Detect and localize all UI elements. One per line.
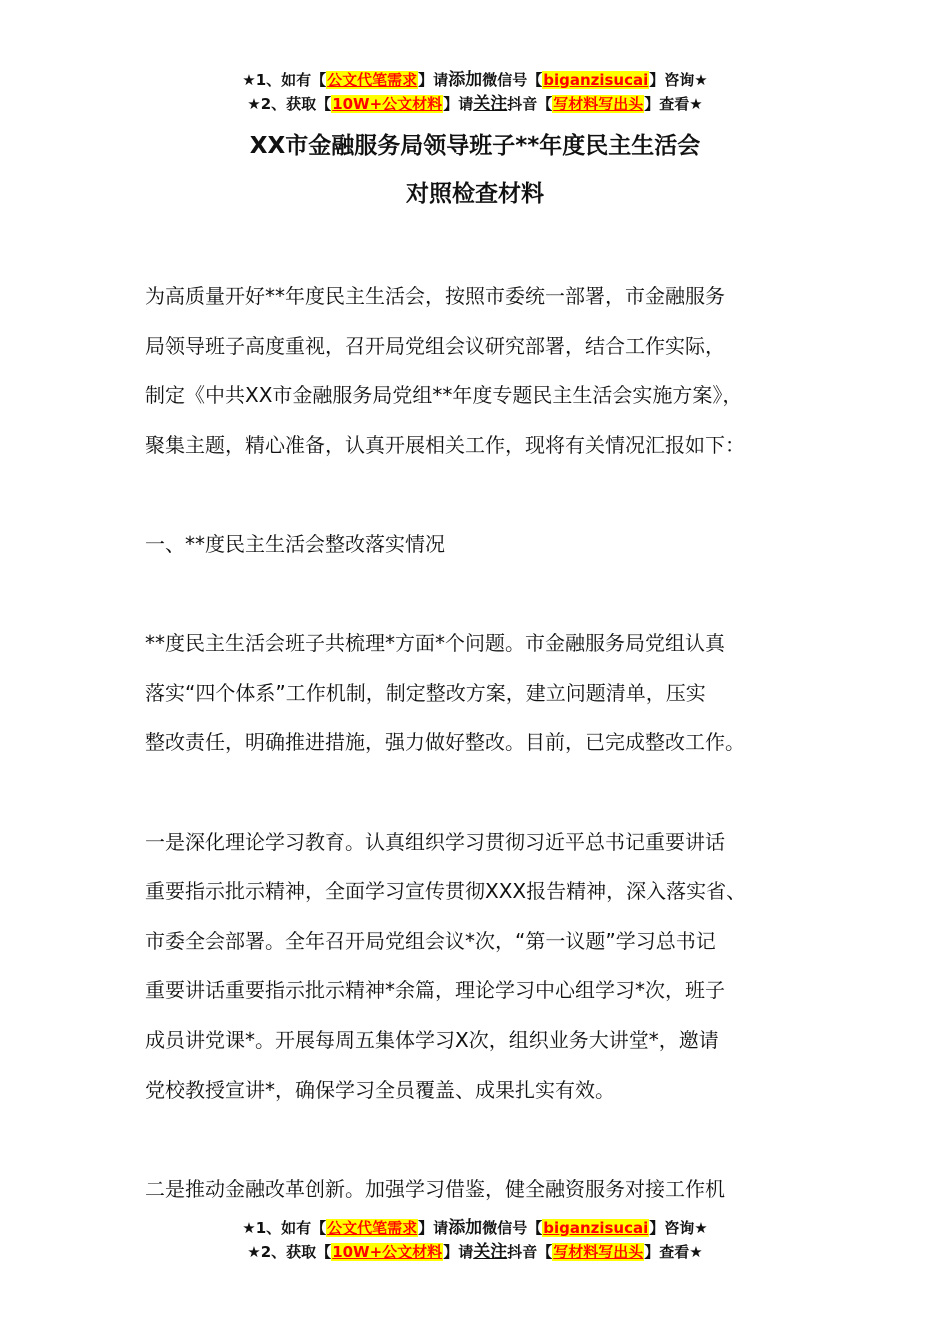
promo-text: 】咨询★ bbox=[649, 71, 708, 89]
text-line: 成员讲党课*。开展每周五集体学习X次，组织业务大讲堂*，邀请 bbox=[145, 1027, 719, 1052]
text-line: 为高质量开好**年度民主生活会，按照市委统一部署，市金融服务 bbox=[145, 284, 725, 308]
text-line: 党校教授宣讲*，确保学习全员覆盖、成果扎实有效。 bbox=[145, 1077, 615, 1102]
text-line: **度民主生活会班子共梳理*方面*个问题。市金融服务局党组认真 bbox=[145, 631, 725, 656]
paragraph-item-2 bbox=[145, 1165, 825, 1215]
paragraph-item-1 bbox=[145, 818, 825, 1116]
section-heading-1 bbox=[145, 520, 825, 570]
promo-text: 】请 bbox=[443, 1243, 474, 1261]
promo-emphasis: 关注 bbox=[473, 94, 508, 114]
promo-text: 】请 bbox=[418, 1219, 449, 1237]
promo-douyin-id: 写材料写出头 bbox=[553, 1243, 644, 1261]
promo-text: ★2、获取【 bbox=[247, 95, 332, 113]
paragraph-overview bbox=[145, 619, 825, 768]
promo-text: ★2、获取【 bbox=[247, 1243, 332, 1261]
text-line: 一是深化理论学习教育。认真组织学习贯彻习近平总书记重要讲话 bbox=[145, 829, 725, 854]
promo-douyin-id: 写材料写出头 bbox=[553, 95, 644, 113]
text-line: 二是推动金融改革创新。加强学习借鉴，健全融资服务对接工作机 bbox=[145, 1176, 725, 1201]
text-line: 落实“四个体系”工作机制，制定整改方案，建立问题清单，压实 bbox=[145, 680, 706, 705]
title-line-1: XX市金融服务局领导班子**年度民主生活会 bbox=[249, 133, 701, 159]
text-line: 局领导班子高度重视，召开局党组会议研究部署，结合工作实际， bbox=[145, 333, 725, 358]
text-line: 一、**度民主生活会整改落实情况 bbox=[145, 531, 445, 556]
promo-highlight: 10W+公文材料 bbox=[332, 1243, 443, 1261]
text-line: 重要指示批示精神，全面学习宣传贯彻XXX报告精神，深入落实省、 bbox=[145, 879, 747, 904]
promo-text: 抖音【 bbox=[507, 1243, 553, 1261]
promo-text: 微信号【 bbox=[482, 1219, 543, 1237]
document-title bbox=[0, 122, 950, 218]
promo-text: 微信号【 bbox=[482, 71, 543, 89]
promo-text: 】请 bbox=[443, 95, 474, 113]
promo-emphasis: 关注 bbox=[473, 1242, 508, 1262]
promo-text: 抖音【 bbox=[507, 95, 553, 113]
promo-emphasis: 添加 bbox=[448, 70, 483, 90]
document-body bbox=[145, 272, 825, 1264]
promo-text: 】查看★ bbox=[644, 95, 703, 113]
text-line: 整改责任，明确推进措施，强力做好整改。目前，已完成整改工作。 bbox=[145, 730, 745, 755]
text-line: 制定《中共XX市金融服务局党组**年度专题民主生活会实施方案》， bbox=[145, 383, 743, 408]
promo-emphasis: 添加 bbox=[448, 1218, 483, 1238]
promo-wechat-id: biganzisucai bbox=[543, 71, 649, 89]
promo-line-1 bbox=[0, 68, 950, 92]
promo-highlight: 公文代笔需求 bbox=[327, 71, 418, 89]
promo-banner-bottom bbox=[0, 1216, 950, 1264]
promo-line-2 bbox=[0, 92, 950, 116]
promo-text: 】请 bbox=[418, 71, 449, 89]
text-line: 重要讲话重要指示批示精神*余篇，理论学习中心组学习*次，班子 bbox=[145, 978, 725, 1003]
promo-line-1 bbox=[0, 1216, 950, 1240]
text-line: 市委全会部署。全年召开局党组会议*次，“第一议题”学习总书记 bbox=[145, 928, 716, 953]
promo-text: ★1、如有【 bbox=[242, 1219, 327, 1237]
promo-highlight: 10W+公文材料 bbox=[332, 95, 443, 113]
text-line: 聚集主题，精心准备，认真开展相关工作，现将有关情况汇报如下： bbox=[145, 432, 745, 457]
title-line-2: 对照检查材料 bbox=[406, 181, 544, 207]
paragraph-intro bbox=[145, 272, 825, 470]
promo-banner-top bbox=[0, 68, 950, 116]
promo-text: 】咨询★ bbox=[649, 1219, 708, 1237]
promo-highlight: 公文代笔需求 bbox=[327, 1219, 418, 1237]
promo-wechat-id: biganzisucai bbox=[543, 1219, 649, 1237]
promo-text: ★1、如有【 bbox=[242, 71, 327, 89]
promo-text: 】查看★ bbox=[644, 1243, 703, 1261]
promo-line-2 bbox=[0, 1240, 950, 1264]
